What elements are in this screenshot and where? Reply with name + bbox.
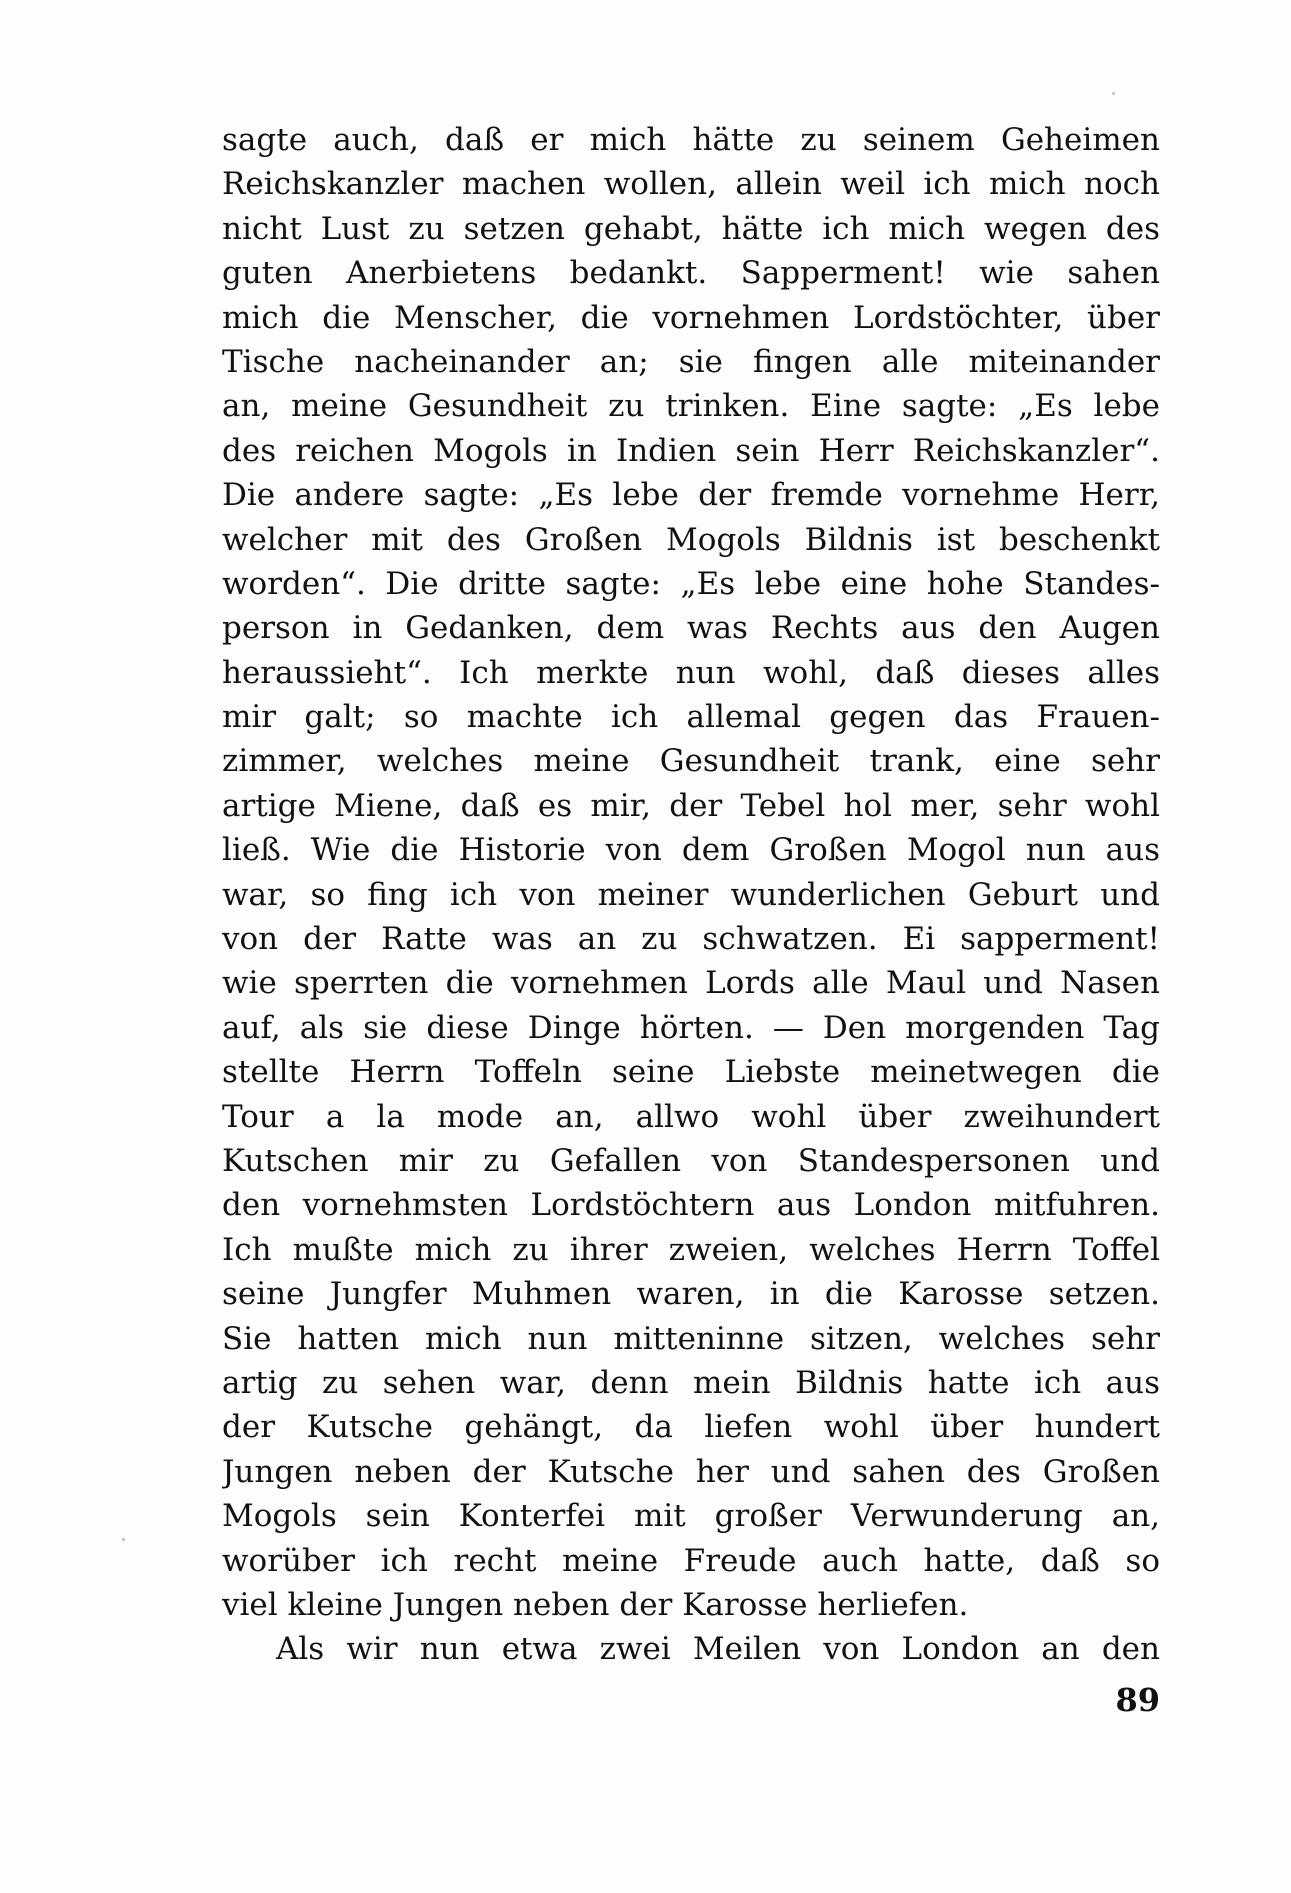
text-line: nicht Lust zu setzen gehabt, hätte ich mich wegen des [222, 210, 1160, 247]
text-line: der Kutsche gehängt, da liefen wohl über hundert [222, 1409, 1160, 1446]
text-line: Ich mußte mich zu ihrer zweien, welches Herrn Toffel [222, 1231, 1160, 1268]
text-line: zimmer, welches meine Gesundheit trank, eine sehr [222, 743, 1160, 780]
body-text [222, 118, 1160, 1672]
text-line: von der Ratte was an zu schwatzen. Ei sapperment! [222, 921, 1160, 958]
text-line: viel kleine Jungen neben der Karosse herliefen. [222, 1586, 969, 1623]
text-line: Tische nacheinander an; sie fingen alle miteinander [222, 343, 1160, 380]
text-line: Die andere sagte: „Es lebe der fremde vornehme Herr, [222, 477, 1160, 514]
text-line: mir galt; so machte ich allemal gegen das Frauen- [222, 699, 1160, 736]
text-line: wie sperrten die vornehmen Lords alle Maul und Nasen [222, 965, 1160, 1002]
paper-speck [1112, 92, 1115, 95]
text-line: Sie hatten mich nun mitteninne sitzen, welches sehr [222, 1320, 1160, 1357]
text-line: person in Gedanken, dem was Rechts aus den Augen [222, 610, 1160, 647]
text-line: ließ. Wie die Historie von dem Großen Mogol nun aus [222, 832, 1160, 869]
text-line: Mogols sein Konterfei mit großer Verwunderung an, [222, 1498, 1160, 1535]
text-line: des reichen Mogols in Indien sein Herr Reichskanzler“. [222, 432, 1160, 469]
text-line: mich die Menscher, die vornehmen Lordstöchter, über [222, 299, 1160, 336]
text-line: stellte Herrn Toffeln seine Liebste meinetwegen die [222, 1054, 1160, 1091]
text-line: artige Miene, daß es mir, der Tebel hol mer, sehr wohl [222, 787, 1160, 824]
text-line: Als wir nun etwa zwei Meilen von London an den [276, 1631, 1160, 1668]
page-number: 89 [1115, 1681, 1160, 1719]
text-line: heraussieht“. Ich merkte nun wohl, daß dieses alles [222, 654, 1160, 691]
text-line: Jungen neben der Kutsche her und sahen des Großen [222, 1453, 1160, 1490]
text-line: welcher mit des Großen Mogols Bildnis ist beschenkt [222, 521, 1160, 558]
text-line: worüber ich recht meine Freude auch hatte, daß so [222, 1542, 1160, 1579]
text-line: artig zu sehen war, denn mein Bildnis hatte ich aus [222, 1364, 1160, 1401]
text-line: Kutschen mir zu Gefallen von Standespersonen und [222, 1142, 1160, 1179]
text-line: an, meine Gesundheit zu trinken. Eine sagte: „Es lebe [222, 388, 1160, 425]
text-line: seine Jungfer Muhmen waren, in die Karosse setzen. [222, 1276, 1160, 1313]
text-line: Reichskanzler machen wollen, allein weil ich mich noch [222, 166, 1160, 203]
text-line: Tour a la mode an, allwo wohl über zweihundert [222, 1098, 1160, 1135]
text-line: sagte auch, daß er mich hätte zu seinem Geheimen [222, 122, 1160, 158]
paper-speck [122, 1538, 125, 1541]
text-line: auf, als sie diese Dinge hörten. — Den morgenden Tag [222, 1009, 1160, 1046]
text-line: guten Anerbietens bedankt. Sapperment! wie sahen [222, 255, 1160, 292]
text-line: worden“. Die dritte sagte: „Es lebe eine hohe Standes- [222, 565, 1160, 602]
text-line: den vornehmsten Lordstöchtern aus London mitfuhren. [222, 1187, 1160, 1224]
text-line: war, so fing ich von meiner wunderlichen Geburt und [222, 876, 1160, 913]
